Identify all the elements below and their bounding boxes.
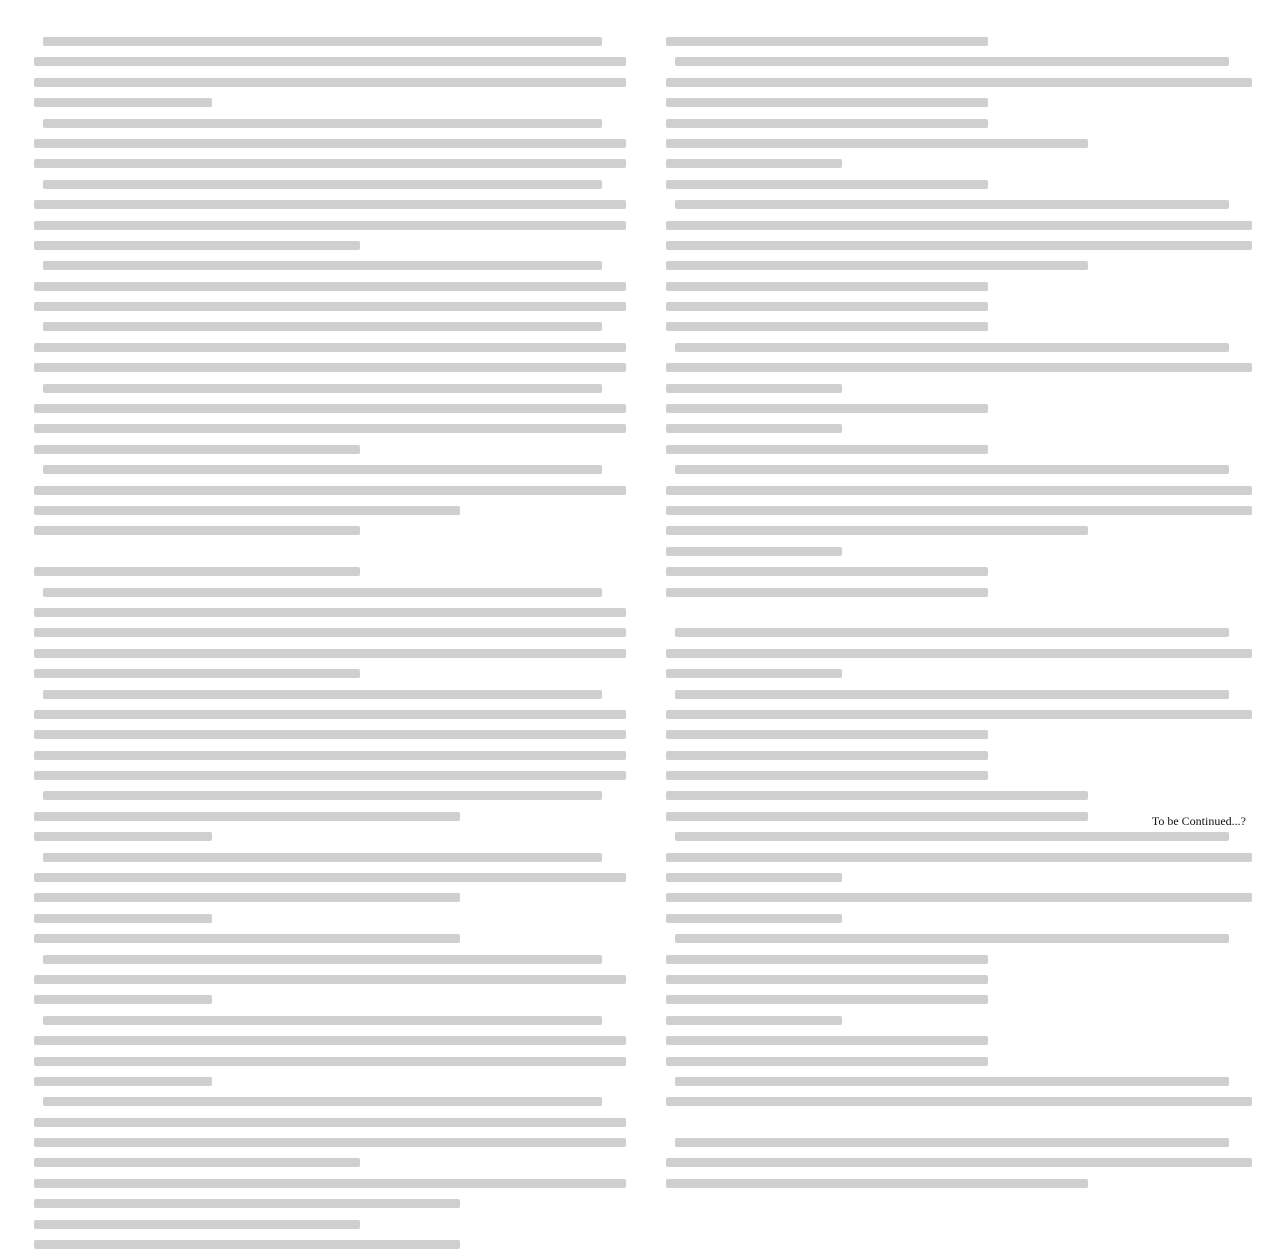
redacted-text-line bbox=[34, 200, 626, 209]
text-line bbox=[34, 541, 626, 561]
redacted-text-line bbox=[34, 1118, 626, 1127]
text-line bbox=[34, 663, 626, 683]
redacted-text-line bbox=[43, 322, 602, 331]
redacted-text-line bbox=[675, 57, 1229, 66]
redacted-text-line bbox=[34, 1220, 360, 1229]
redacted-text-line bbox=[666, 526, 1088, 535]
redacted-text-line bbox=[666, 995, 988, 1004]
text-line bbox=[666, 194, 1252, 214]
redacted-text-line bbox=[34, 995, 212, 1004]
text-line bbox=[34, 480, 626, 500]
redacted-text-line bbox=[43, 853, 602, 862]
text-line bbox=[34, 153, 626, 173]
redacted-text-line bbox=[666, 975, 988, 984]
text-line bbox=[666, 500, 1252, 520]
text-line bbox=[34, 1193, 626, 1213]
text-line bbox=[34, 1071, 626, 1091]
text-line bbox=[34, 969, 626, 989]
redacted-text-line bbox=[666, 791, 1088, 800]
text-line bbox=[34, 500, 626, 520]
redacted-text-line bbox=[666, 710, 1252, 719]
text-line bbox=[666, 1010, 1252, 1030]
text-line bbox=[34, 949, 626, 969]
redacted-text-line bbox=[34, 1138, 626, 1147]
text-line bbox=[34, 622, 626, 642]
text-line bbox=[666, 908, 1252, 928]
redacted-text-line bbox=[666, 159, 842, 168]
text-line bbox=[666, 684, 1252, 704]
text-line bbox=[666, 541, 1252, 561]
text-line bbox=[34, 765, 626, 785]
text-line bbox=[666, 72, 1252, 92]
text-line bbox=[34, 745, 626, 765]
redacted-text-line bbox=[666, 547, 842, 556]
text-line bbox=[34, 867, 626, 887]
redacted-text-line bbox=[675, 1138, 1229, 1147]
redacted-text-line bbox=[666, 1179, 1088, 1188]
redacted-text-line bbox=[666, 37, 988, 46]
text-line bbox=[34, 1234, 626, 1254]
redacted-text-line bbox=[666, 873, 842, 882]
text-line bbox=[34, 561, 626, 581]
text-line bbox=[666, 296, 1252, 316]
redacted-text-line bbox=[34, 893, 460, 902]
text-line bbox=[666, 357, 1252, 377]
text-line bbox=[666, 602, 1252, 622]
text-line bbox=[34, 398, 626, 418]
text-line bbox=[34, 1152, 626, 1172]
text-line bbox=[666, 785, 1252, 805]
redacted-text-line bbox=[666, 404, 988, 413]
text-line bbox=[34, 704, 626, 724]
redacted-text-line bbox=[675, 465, 1229, 474]
text-line bbox=[34, 1132, 626, 1152]
text-line bbox=[34, 826, 626, 846]
redacted-text-line bbox=[666, 241, 1252, 250]
text-line bbox=[666, 92, 1252, 112]
redacted-text-line bbox=[34, 567, 360, 576]
redacted-text-line bbox=[666, 751, 988, 760]
text-line bbox=[34, 459, 626, 479]
redacted-text-line bbox=[666, 78, 1252, 87]
redacted-text-line bbox=[43, 1016, 602, 1025]
text-line bbox=[666, 949, 1252, 969]
text-line bbox=[666, 337, 1252, 357]
redacted-text-line bbox=[34, 98, 212, 107]
text-line bbox=[34, 1173, 626, 1193]
text-line bbox=[34, 806, 626, 826]
redacted-text-line bbox=[34, 363, 626, 372]
redacted-text-line bbox=[43, 955, 602, 964]
redacted-text-line bbox=[34, 832, 212, 841]
redacted-text-line bbox=[34, 506, 460, 515]
redacted-text-line bbox=[34, 526, 360, 535]
text-line bbox=[666, 418, 1252, 438]
redacted-text-line bbox=[666, 649, 1252, 658]
text-line bbox=[666, 745, 1252, 765]
text-line bbox=[34, 215, 626, 235]
text-line bbox=[666, 255, 1252, 275]
redacted-text-line bbox=[34, 1199, 460, 1208]
text-line bbox=[34, 684, 626, 704]
text-line bbox=[34, 1091, 626, 1111]
text-line bbox=[34, 847, 626, 867]
text-line bbox=[666, 989, 1252, 1009]
text-line bbox=[34, 357, 626, 377]
redacted-text-line bbox=[34, 1158, 360, 1167]
redacted-text-line bbox=[666, 771, 988, 780]
redacted-text-line bbox=[34, 751, 626, 760]
redacted-text-line bbox=[34, 730, 626, 739]
redacted-text-line bbox=[666, 812, 1088, 821]
redacted-text-line bbox=[675, 200, 1229, 209]
text-line bbox=[34, 72, 626, 92]
text-line bbox=[666, 582, 1252, 602]
text-line bbox=[666, 153, 1252, 173]
text-line bbox=[34, 337, 626, 357]
text-line bbox=[34, 194, 626, 214]
text-line bbox=[34, 133, 626, 153]
redacted-text-line bbox=[34, 975, 626, 984]
text-line bbox=[666, 398, 1252, 418]
text-line bbox=[34, 928, 626, 948]
text-line bbox=[34, 235, 626, 255]
redacted-text-line bbox=[43, 588, 602, 597]
text-line bbox=[666, 113, 1252, 133]
text-line bbox=[34, 51, 626, 71]
redacted-text-line bbox=[666, 363, 1252, 372]
text-line bbox=[34, 113, 626, 133]
redacted-text-line bbox=[666, 1097, 1252, 1106]
text-line bbox=[34, 316, 626, 336]
text-line bbox=[34, 1010, 626, 1030]
left-text-column bbox=[34, 31, 626, 1254]
redacted-text-line bbox=[34, 649, 626, 658]
text-line bbox=[34, 439, 626, 459]
text-line bbox=[666, 867, 1252, 887]
redacted-text-line bbox=[34, 404, 626, 413]
redacted-text-line bbox=[666, 486, 1252, 495]
text-line bbox=[34, 908, 626, 928]
text-line bbox=[666, 622, 1252, 642]
redacted-text-line bbox=[666, 180, 988, 189]
redacted-text-line bbox=[34, 57, 626, 66]
redacted-text-line bbox=[666, 302, 988, 311]
text-line bbox=[666, 704, 1252, 724]
redacted-text-line bbox=[43, 119, 602, 128]
redacted-text-line bbox=[666, 955, 988, 964]
text-line bbox=[666, 847, 1252, 867]
redacted-text-line bbox=[43, 261, 602, 270]
redacted-text-line bbox=[34, 873, 626, 882]
redacted-text-line bbox=[34, 934, 460, 943]
redacted-text-line bbox=[666, 221, 1252, 230]
redacted-text-line bbox=[34, 486, 626, 495]
redacted-text-line bbox=[34, 424, 626, 433]
redacted-text-line bbox=[34, 343, 626, 352]
redacted-text-line bbox=[666, 322, 988, 331]
text-line bbox=[34, 276, 626, 296]
text-line bbox=[666, 765, 1252, 785]
redacted-text-line bbox=[666, 730, 988, 739]
redacted-text-line bbox=[34, 669, 360, 678]
text-line bbox=[666, 663, 1252, 683]
redacted-text-line bbox=[34, 1057, 626, 1066]
redacted-text-line bbox=[34, 282, 626, 291]
redacted-text-line bbox=[34, 1036, 626, 1045]
redacted-text-line bbox=[675, 628, 1229, 637]
text-line bbox=[34, 643, 626, 663]
redacted-text-line bbox=[34, 771, 626, 780]
redacted-text-line bbox=[43, 180, 602, 189]
text-line bbox=[666, 928, 1252, 948]
redacted-text-line bbox=[34, 812, 460, 821]
redacted-text-line bbox=[43, 465, 602, 474]
redacted-text-line bbox=[666, 282, 988, 291]
text-line bbox=[666, 561, 1252, 581]
redacted-text-line bbox=[666, 914, 842, 923]
text-line bbox=[666, 1051, 1252, 1071]
redacted-text-line bbox=[666, 588, 988, 597]
text-line bbox=[666, 520, 1252, 540]
redacted-text-line bbox=[666, 1036, 988, 1045]
redacted-text-line bbox=[666, 261, 1088, 270]
text-line bbox=[34, 724, 626, 744]
text-line bbox=[666, 174, 1252, 194]
text-line bbox=[666, 969, 1252, 989]
text-line bbox=[666, 724, 1252, 744]
redacted-text-line bbox=[34, 221, 626, 230]
redacted-text-line bbox=[43, 384, 602, 393]
redacted-text-line bbox=[34, 445, 360, 454]
redacted-text-line bbox=[666, 1158, 1252, 1167]
redacted-text-line bbox=[675, 1077, 1229, 1086]
text-line bbox=[666, 887, 1252, 907]
right-text-column bbox=[666, 31, 1252, 1193]
text-line bbox=[34, 1030, 626, 1050]
text-line bbox=[666, 215, 1252, 235]
text-line bbox=[666, 316, 1252, 336]
redacted-text-line bbox=[34, 139, 626, 148]
text-line bbox=[34, 785, 626, 805]
redacted-text-line bbox=[666, 98, 988, 107]
text-line bbox=[34, 1112, 626, 1132]
redacted-text-line bbox=[666, 893, 1252, 902]
redacted-text-line bbox=[34, 914, 212, 923]
redacted-text-line bbox=[34, 241, 360, 250]
redacted-text-line bbox=[666, 1016, 842, 1025]
redacted-text-line bbox=[34, 1240, 460, 1249]
redacted-text-line bbox=[675, 832, 1229, 841]
text-line bbox=[666, 1091, 1252, 1111]
redacted-text-line bbox=[666, 506, 1252, 515]
text-line bbox=[666, 1071, 1252, 1091]
text-line bbox=[666, 1030, 1252, 1050]
text-line bbox=[34, 296, 626, 316]
to-be-continued-footer: To be Continued...? bbox=[1151, 814, 1246, 828]
text-line bbox=[666, 1132, 1252, 1152]
text-line bbox=[666, 480, 1252, 500]
redacted-text-line bbox=[34, 1179, 626, 1188]
redacted-text-line bbox=[675, 343, 1229, 352]
redacted-text-line bbox=[666, 669, 842, 678]
redacted-text-line bbox=[666, 139, 1088, 148]
redacted-text-line bbox=[43, 1097, 602, 1106]
text-line bbox=[34, 418, 626, 438]
text-line bbox=[34, 520, 626, 540]
redacted-text-line bbox=[34, 302, 626, 311]
text-line bbox=[666, 1152, 1252, 1172]
text-line bbox=[666, 51, 1252, 71]
text-line bbox=[666, 276, 1252, 296]
redacted-text-line bbox=[34, 1077, 212, 1086]
text-line bbox=[666, 378, 1252, 398]
text-line bbox=[34, 582, 626, 602]
text-line bbox=[34, 174, 626, 194]
redacted-text-line bbox=[43, 690, 602, 699]
text-line bbox=[666, 439, 1252, 459]
text-line bbox=[34, 378, 626, 398]
text-line bbox=[666, 1112, 1252, 1132]
text-line bbox=[666, 826, 1252, 846]
redacted-text-line bbox=[666, 853, 1252, 862]
redacted-text-line bbox=[666, 1057, 988, 1066]
text-line bbox=[666, 1173, 1252, 1193]
redacted-text-line bbox=[666, 567, 988, 576]
redacted-text-line bbox=[666, 119, 988, 128]
redacted-text-line bbox=[43, 791, 602, 800]
redacted-text-line bbox=[675, 690, 1229, 699]
text-line bbox=[34, 255, 626, 275]
text-line bbox=[34, 31, 626, 51]
text-line bbox=[34, 1051, 626, 1071]
redacted-text-line bbox=[34, 159, 626, 168]
text-line bbox=[666, 235, 1252, 255]
text-line bbox=[34, 1214, 626, 1234]
text-line bbox=[666, 459, 1252, 479]
text-line bbox=[34, 887, 626, 907]
redacted-text-line bbox=[34, 608, 626, 617]
text-line bbox=[34, 92, 626, 112]
text-line bbox=[34, 989, 626, 1009]
redacted-text-line bbox=[34, 78, 626, 87]
redacted-text-line bbox=[34, 628, 626, 637]
text-line bbox=[666, 133, 1252, 153]
redacted-text-line bbox=[666, 424, 842, 433]
redacted-text-line bbox=[666, 445, 988, 454]
redacted-text-line bbox=[666, 384, 842, 393]
redacted-text-line bbox=[34, 710, 626, 719]
redacted-text-line bbox=[675, 934, 1229, 943]
redacted-text-line bbox=[43, 37, 602, 46]
text-line bbox=[666, 31, 1252, 51]
text-line bbox=[34, 602, 626, 622]
text-line bbox=[666, 643, 1252, 663]
